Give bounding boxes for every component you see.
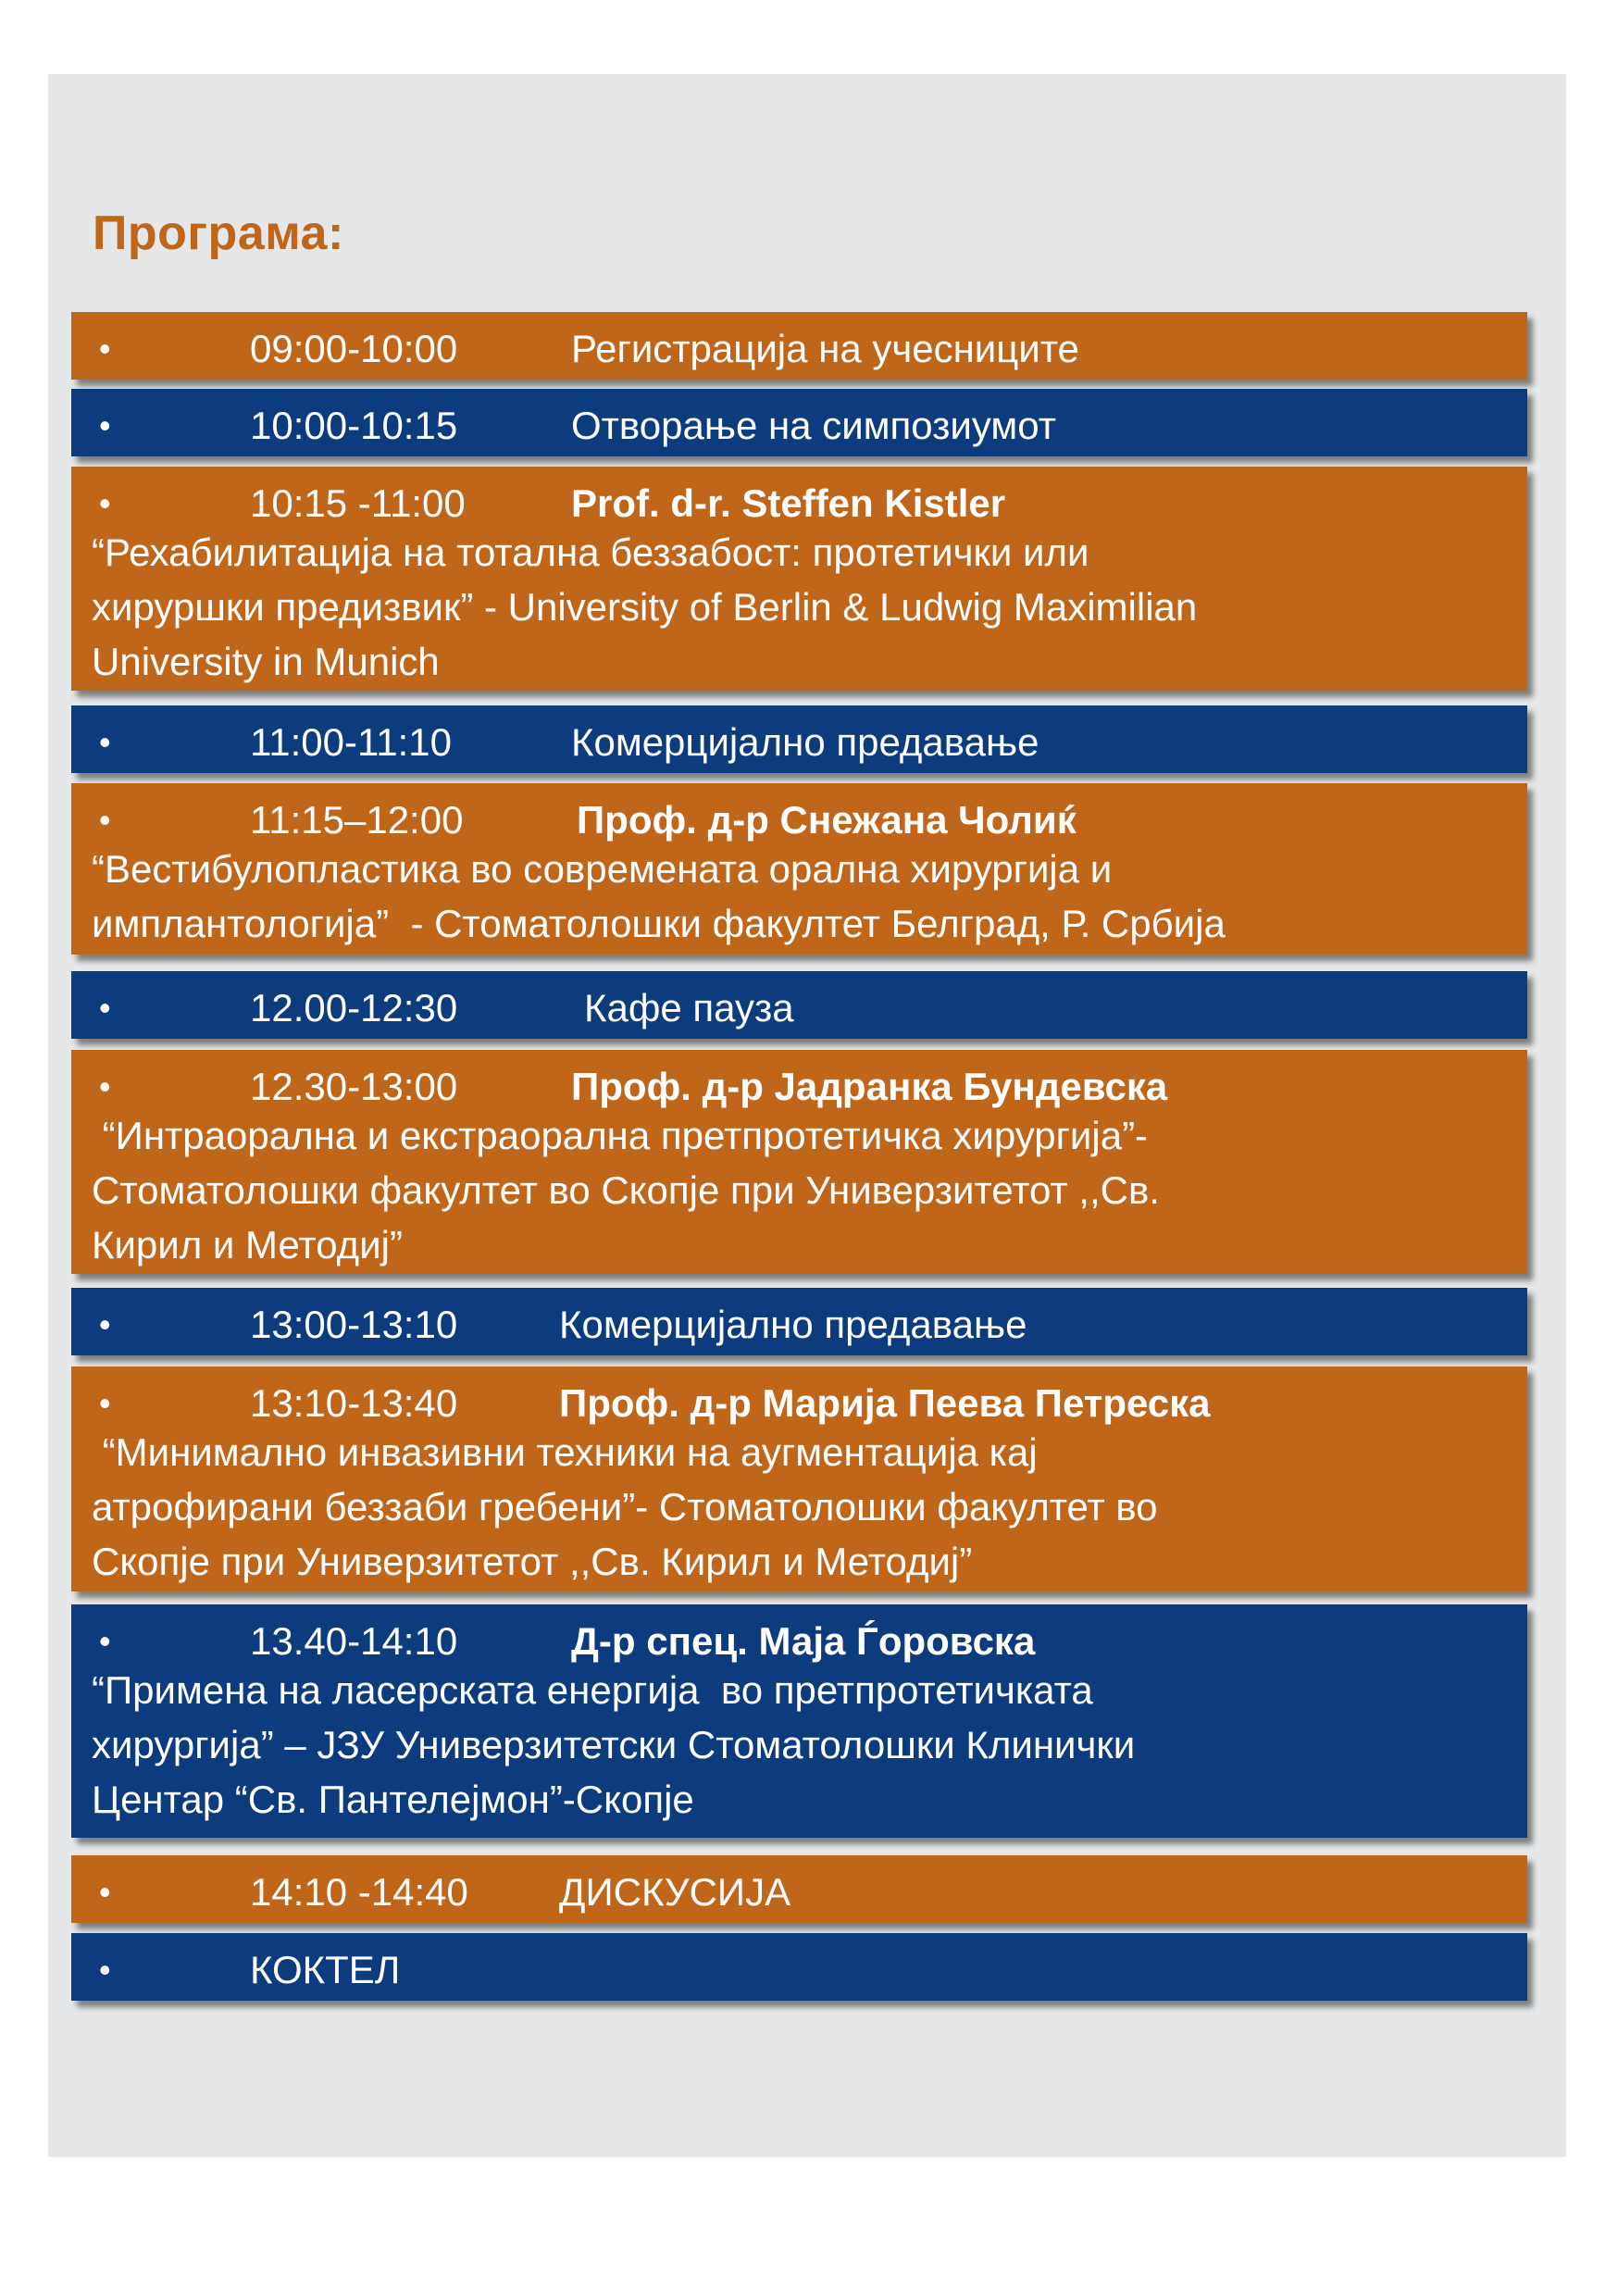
bullet-icon: •: [99, 1873, 111, 1911]
item-label: Отворање на симпозиумот: [571, 404, 1056, 447]
lecture-description: “Интраорална и екстраорална претпротетичка хирургија”- Стоматолошки факултет во Скопје при Универзитетот ,,Св. Кирил и Методиј”: [92, 1114, 1160, 1267]
program-item: [71, 1933, 1527, 2001]
program-item: [71, 1604, 1527, 1838]
item-time: 11:15–12:00: [250, 798, 464, 842]
program-item: [71, 1288, 1527, 1355]
bullet-icon: •: [99, 723, 111, 761]
bullet-icon: •: [99, 1305, 111, 1343]
item-time: 13:10-13:40: [250, 1381, 458, 1425]
lecture-description: “Примена на ласерската енергија во претпротетичката хирургија” – ЈЗУ Универзитетски Стоматолошки Клинички Центар “Св. Пантелејмон”-Скопје: [92, 1668, 1136, 1821]
bullet-icon: •: [99, 406, 111, 444]
item-time: 14:10 -14:40: [250, 1870, 468, 1914]
program-item: [71, 389, 1527, 456]
program-item: [71, 1050, 1527, 1274]
speaker-name: Д-р спец. Маја Ѓоровска: [571, 1619, 1036, 1663]
bullet-icon: •: [99, 1067, 111, 1105]
item-time: 11:00-11:10: [250, 720, 452, 764]
program-item: [71, 705, 1527, 773]
item-time: 13.40-14:10: [250, 1619, 458, 1663]
item-label: Кафе пауза: [584, 986, 794, 1029]
program-item: [71, 971, 1527, 1039]
program-item: [71, 783, 1527, 955]
speaker-name: Проф. д-р Јадранка Бундевска: [571, 1065, 1168, 1108]
speaker-name: Проф. д-р Марија Пеева Петреска: [559, 1381, 1211, 1425]
program-item: [71, 1366, 1527, 1591]
item-time: 13:00-13:10: [250, 1303, 458, 1346]
speaker-name: Проф. д-р Снежана Чолиќ: [577, 798, 1077, 842]
bullet-icon: •: [99, 1951, 111, 1989]
bullet-icon: •: [99, 484, 111, 522]
item-time: 10:15 -11:00: [250, 481, 466, 525]
program-item: [71, 1855, 1527, 1923]
bullet-icon: •: [99, 330, 111, 368]
item-time: 12.00-12:30: [250, 986, 458, 1029]
program-item: [71, 312, 1527, 380]
item-label: Комерцијално предавање: [571, 720, 1039, 764]
lecture-description: “Минимално инвазивни техники на аугментација кај атрофирани беззаби гребени”- Стоматолошки факултет во Скопје при Универзитетот ,,Св. Кирил и Методиј”: [92, 1430, 1158, 1583]
lecture-description: “Вестибулопластика во современата орална хирургија и имплантологија” - Стоматолошки факултет Белград, Р. Србија: [92, 847, 1226, 945]
bullet-icon: •: [99, 1384, 111, 1422]
speaker-name: Prof. d-r. Steffen Kistler: [571, 481, 1006, 525]
page-title: Програма:: [93, 206, 344, 260]
item-label: ДИСКУСИЈА: [559, 1870, 791, 1914]
item-time: 09:00-10:00: [250, 327, 458, 370]
bullet-icon: •: [99, 801, 111, 839]
bullet-icon: •: [99, 1622, 111, 1660]
program-item: [71, 467, 1527, 691]
item-label: Комерцијално предавање: [559, 1303, 1027, 1346]
item-time: 10:00-10:15: [250, 404, 458, 447]
item-label: КОКТЕЛ: [250, 1948, 401, 1991]
item-time: 12.30-13:00: [250, 1065, 458, 1108]
lecture-description: “Рехабилитација на тотална беззабост: протетички или хируршки предизвик” - University of Berlin & Ludwig Maximilian University in Munich: [92, 530, 1198, 683]
bullet-icon: •: [99, 989, 111, 1027]
item-label: Регистрација на учесниците: [571, 327, 1079, 370]
